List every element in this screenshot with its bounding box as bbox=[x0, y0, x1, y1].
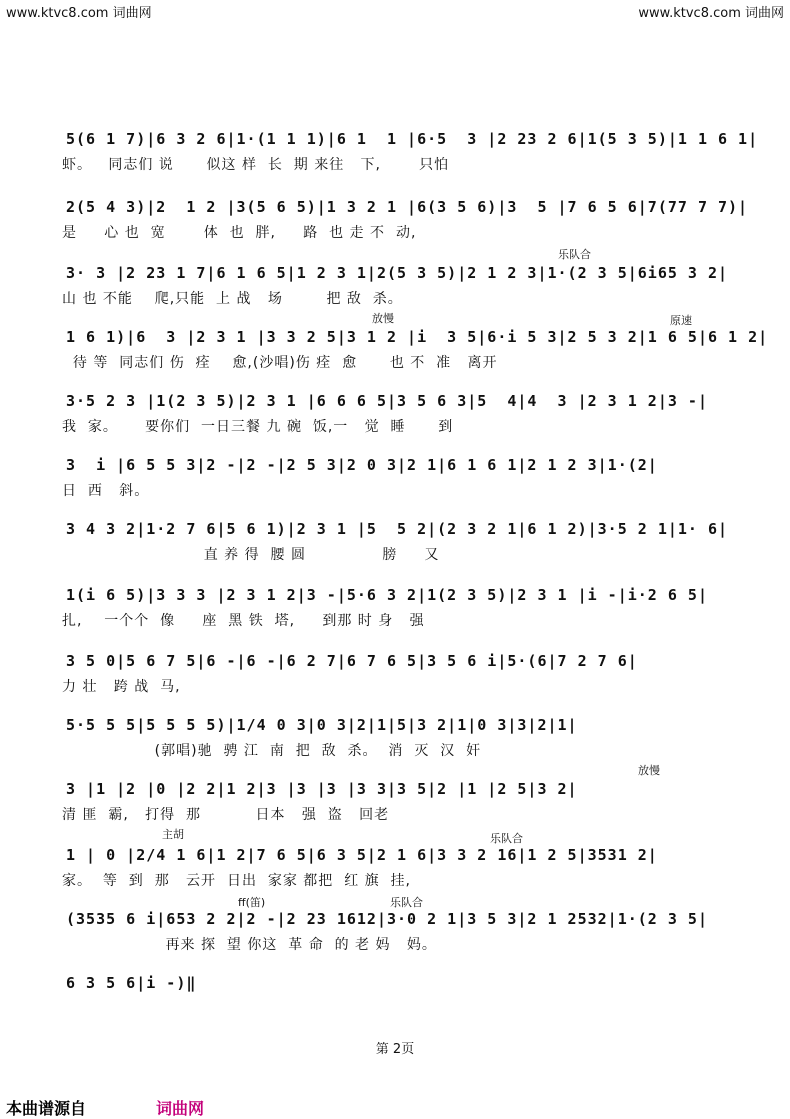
lyrics-line: 清 匪 霸, 打得 那 日本 强 盗 回老 bbox=[62, 807, 390, 823]
lyrics-line: 虾。 同志们 说 似这 样 长 期 来往 下, 只怕 bbox=[62, 157, 450, 173]
site-url-right: www.ktvc8.com 词曲网 bbox=[638, 6, 784, 21]
score-system bbox=[0, 764, 790, 840]
score-system bbox=[0, 586, 790, 646]
score-system bbox=[0, 896, 790, 970]
notation-line: 3 i |6 5 5 3|2 -|2 -|2 5 3|2 0 3|2 1|6 1 6 1|2 1 2 3|1·(2| bbox=[66, 456, 658, 474]
lyrics-line: 山 也 不能 爬,只能 上 战 场 把 敌 杀。 bbox=[62, 291, 403, 307]
score-system bbox=[0, 130, 790, 190]
lyrics-line: 我 家。 要你们 一日三餐 九 碗 饭,一 觉 睡 到 bbox=[62, 419, 454, 435]
lyrics-line: 力 壮 跨 战 马, bbox=[62, 679, 181, 695]
notation-line: 6 3 5 6|i -)‖ bbox=[66, 974, 197, 992]
score-system bbox=[0, 520, 790, 580]
score-system bbox=[0, 198, 790, 258]
performance-mark: 放慢 bbox=[372, 312, 394, 325]
performance-mark: 放慢 bbox=[638, 764, 660, 777]
performance-mark: 原速 bbox=[670, 314, 692, 327]
notation-line: 5·5 5 5|5 5 5 5)|1/4 0 3|0 3|2|1|5|3 2|1|0 3|3|2|1| bbox=[66, 716, 578, 734]
notation-line: 3· 3 |2 23 1 7|6 1 6 5|1 2 3 1|2(5 3 5)|2 1 2 3|1·(2 3 5|6i65 3 2| bbox=[66, 264, 729, 282]
lyrics-line: 待 等 同志们 伤 痊 愈,(沙唱)伤 痊 愈 也 不 准 离开 bbox=[62, 355, 498, 371]
notation-line: 3 |1 |2 |0 |2 2|1 2|3 |3 |3 |3 3|3 5|2 |1 |2 5|3 2| bbox=[66, 780, 578, 798]
performance-mark: 主胡 bbox=[162, 828, 184, 841]
notation-line: 5(6 1 7)|6 3 2 6|1·(1 1 1)|6 1 1 |6·5 3 |2 23 2 6|1(5 3 5)|1 1 6 1| bbox=[66, 130, 759, 148]
performance-mark: 乐队合 bbox=[558, 248, 591, 261]
notation-line: 1 | 0 |2/4 1 6|1 2|7 6 5|6 3 5|2 1 6|3 3 2 16|1 2 5|3531 2| bbox=[66, 846, 658, 864]
performance-mark: 乐队合 bbox=[390, 896, 423, 909]
footer-site-logo[interactable]: 词曲网 bbox=[156, 1099, 205, 1118]
score-system bbox=[0, 974, 790, 1034]
lyrics-line: 直 养 得 腰 圆 膀 又 bbox=[62, 547, 440, 563]
lyrics-line: 家。 等 到 那 云开 日出 家家 都把 红 旗 挂, bbox=[62, 873, 412, 889]
performance-mark: ff(笛) bbox=[238, 896, 266, 909]
lyrics-line: 是 心 也 宽 体 也 胖, 路 也 走 不 动, bbox=[62, 225, 417, 241]
notation-line: (3535 6 i|653 2 2|2 -|2 23 1612|3·0 2 1|3 5 3|2 1 2532|1·(2 3 5| bbox=[66, 910, 708, 928]
lyrics-line: 日 西 斜。 bbox=[62, 483, 150, 499]
score-system bbox=[0, 652, 790, 712]
lyrics-line: 扎, 一个个 像 座 黑 铁 塔, 到那 时 身 强 bbox=[62, 613, 425, 629]
lyrics-line: (郭唱)驰 骋 江 南 把 敌 杀。 消 灭 汉 奸 bbox=[62, 743, 482, 759]
site-url-left: www.ktvc8.com 词曲网 bbox=[6, 6, 152, 21]
score-system bbox=[0, 716, 790, 776]
notation-line: 3 4 3 2|1·2 7 6|5 6 1)|2 3 1 |5 5 2|(2 3 2 1|6 1 2)|3·5 2 1|1· 6| bbox=[66, 520, 729, 538]
page-number: 第 2页 bbox=[375, 1042, 415, 1057]
score-system bbox=[0, 312, 790, 388]
notation-line: 3 5 0|5 6 7 5|6 -|6 -|6 2 7|6 7 6 5|3 5 6 i|5·(6|7 2 7 6| bbox=[66, 652, 638, 670]
lyrics-line: 再来 探 望 你这 革 命 的 老 妈 妈。 bbox=[62, 937, 437, 953]
footer-source-label: 本曲谱源自 bbox=[6, 1099, 87, 1118]
notation-line: 3·5 2 3 |1(2 3 5)|2 3 1 |6 6 6 5|3 5 6 3|5 4|4 3 |2 3 1 2|3 -| bbox=[66, 392, 708, 410]
score-system bbox=[0, 392, 790, 452]
notation-line: 1 6 1)|6 3 |2 3 1 |3 3 2 5|3 1 2 |i 3 5|6·i 5 3|2 5 3 2|1 6 5|6 1 2| bbox=[66, 328, 769, 346]
score-system bbox=[0, 456, 790, 516]
notation-line: 1(i 6 5)|3 3 3 |2 3 1 2|3 -|5·6 3 2|1(2 3 5)|2 3 1 |i -|i·2 6 5| bbox=[66, 586, 708, 604]
performance-mark: 乐队合 bbox=[490, 832, 523, 845]
notation-line: 2(5 4 3)|2 1 2 |3(5 6 5)|1 3 2 1 |6(3 5 6)|3 5 |7 6 5 6|7(77 7 7)| bbox=[66, 198, 749, 216]
